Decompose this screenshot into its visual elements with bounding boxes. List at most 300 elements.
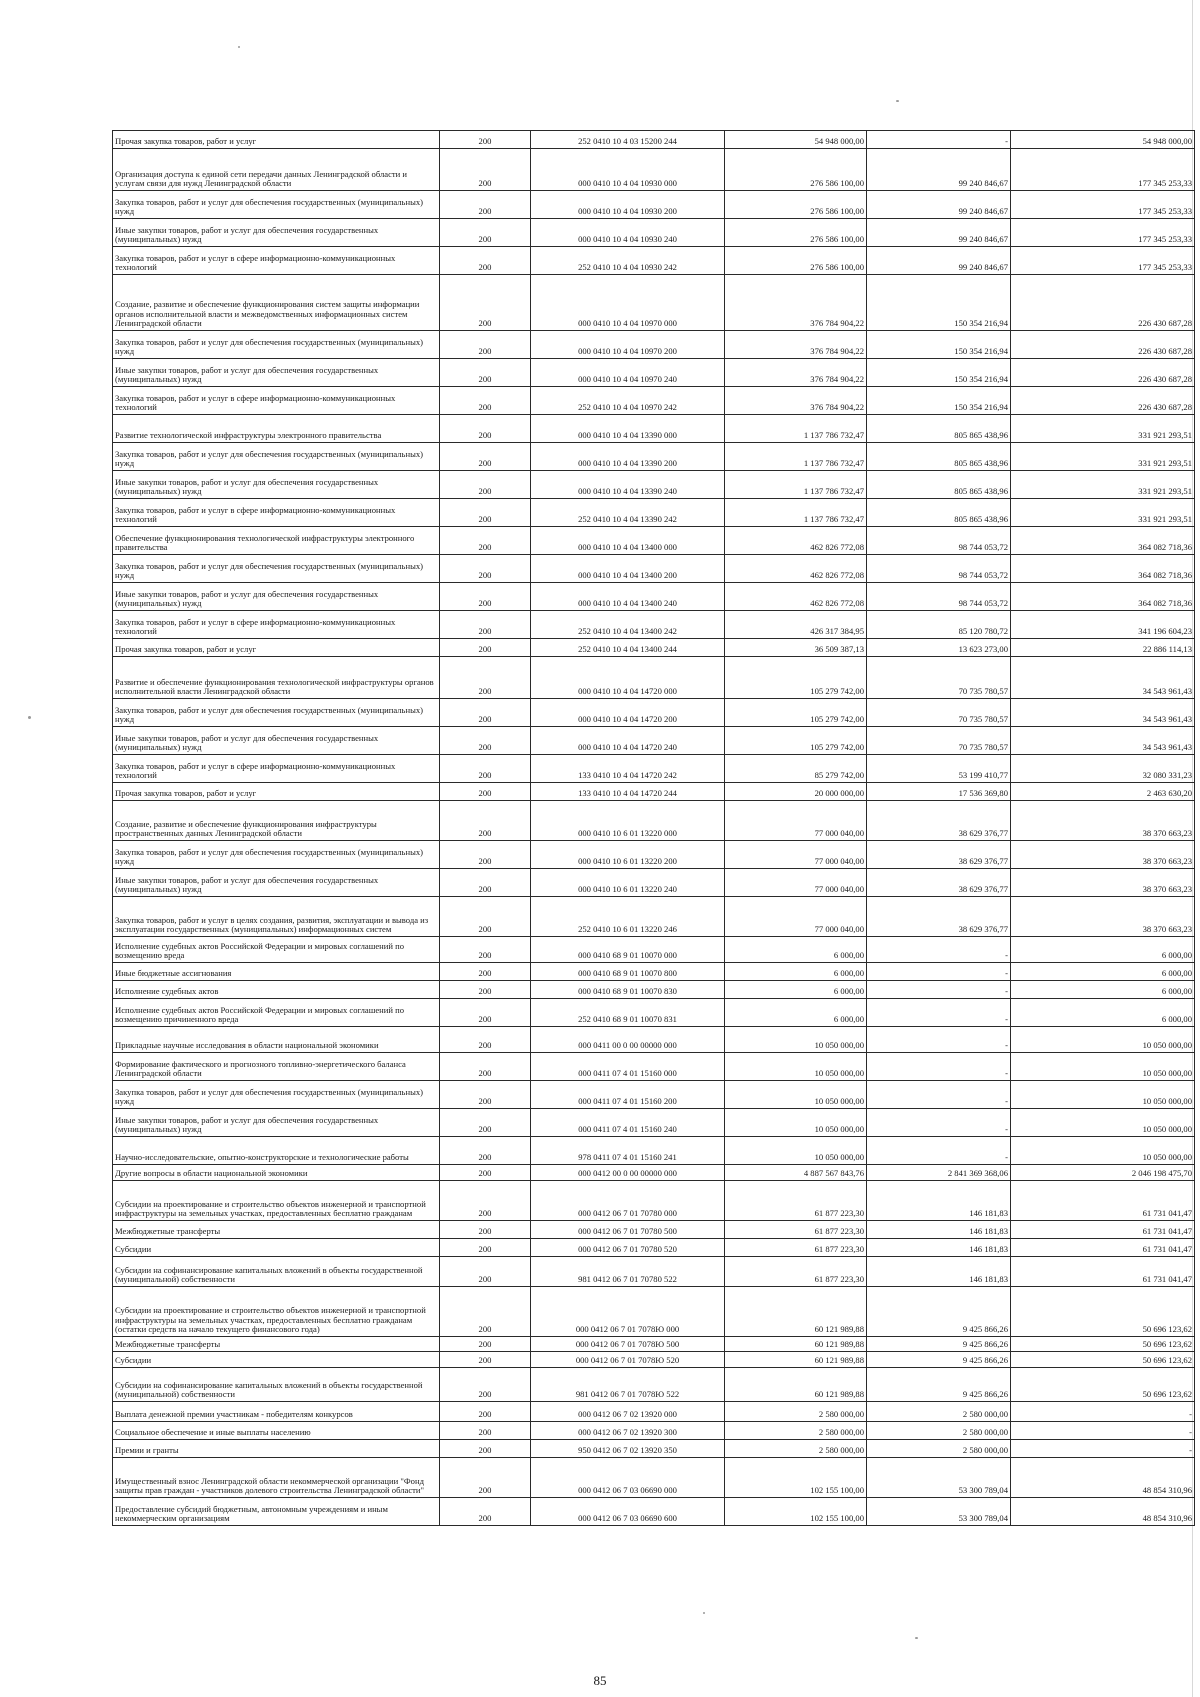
row-budget-code-cell: 000 0410 10 4 04 14720 240	[531, 727, 725, 755]
row-executed-amount-cell: 99 240 846,67	[867, 149, 1011, 191]
row-executed-amount-cell: 53 300 789,04	[867, 1458, 1011, 1498]
row-unexecuted-amount-cell: -	[1011, 1402, 1195, 1422]
row-name-cell: Закупка товаров, работ и услуг в сфере информационно-коммуникационных технологий	[113, 387, 440, 415]
row-line-code-cell: 200	[440, 131, 531, 149]
row-approved-amount-cell: 1 137 786 732,47	[725, 499, 867, 527]
scan-speck	[238, 46, 240, 48]
row-line-code-cell: 200	[440, 331, 531, 359]
table-row	[113, 897, 1195, 937]
row-unexecuted-amount-cell: 54 948 000,00	[1011, 131, 1195, 149]
row-budget-code-cell: 252 0410 10 6 01 13220 246	[531, 897, 725, 937]
table-row	[113, 981, 1195, 999]
row-executed-amount-cell: 38 629 376,77	[867, 841, 1011, 869]
row-executed-amount-cell: 9 425 866,26	[867, 1368, 1011, 1402]
row-approved-amount-cell: 61 877 223,30	[725, 1221, 867, 1239]
row-name-cell: Обеспечение функционирования технологической инфраструктуры электронного правительства	[113, 527, 440, 555]
row-line-code-cell: 200	[440, 1109, 531, 1137]
row-line-code-cell: 200	[440, 755, 531, 783]
row-unexecuted-amount-cell: 10 050 000,00	[1011, 1053, 1195, 1081]
row-budget-code-cell: 000 0412 00 0 00 00000 000	[531, 1165, 725, 1181]
row-executed-amount-cell: 2 580 000,00	[867, 1422, 1011, 1440]
row-executed-amount-cell: 146 181,83	[867, 1239, 1011, 1257]
row-executed-amount-cell: -	[867, 981, 1011, 999]
row-name-cell: Иные закупки товаров, работ и услуг для обеспечения государственных (муниципальных) нужд	[113, 1109, 440, 1137]
row-budget-code-cell: 252 0410 10 4 04 13400 242	[531, 611, 725, 639]
row-budget-code-cell: 000 0410 10 4 04 13400 200	[531, 555, 725, 583]
row-unexecuted-amount-cell: 6 000,00	[1011, 963, 1195, 981]
row-budget-code-cell: 000 0412 06 7 02 13920 000	[531, 1402, 725, 1422]
row-name-cell: Исполнение судебных актов	[113, 981, 440, 999]
row-executed-amount-cell: -	[867, 999, 1011, 1027]
row-approved-amount-cell: 462 826 772,08	[725, 527, 867, 555]
row-executed-amount-cell: 98 744 053,72	[867, 527, 1011, 555]
row-unexecuted-amount-cell: 50 696 123,62	[1011, 1287, 1195, 1337]
row-approved-amount-cell: 2 580 000,00	[725, 1422, 867, 1440]
row-approved-amount-cell: 102 155 100,00	[725, 1458, 867, 1498]
row-approved-amount-cell: 2 580 000,00	[725, 1402, 867, 1422]
row-budget-code-cell: 000 0410 10 4 04 10930 240	[531, 219, 725, 247]
row-unexecuted-amount-cell: 6 000,00	[1011, 937, 1195, 963]
row-unexecuted-amount-cell: 177 345 253,33	[1011, 247, 1195, 275]
row-unexecuted-amount-cell: 61 731 041,47	[1011, 1181, 1195, 1221]
row-unexecuted-amount-cell: 38 370 663,23	[1011, 897, 1195, 937]
row-unexecuted-amount-cell: 10 050 000,00	[1011, 1109, 1195, 1137]
row-budget-code-cell: 000 0411 07 4 01 15160 200	[531, 1081, 725, 1109]
row-name-cell: Социальное обеспечение и иные выплаты населению	[113, 1422, 440, 1440]
row-budget-code-cell: 981 0412 06 7 01 7078Ю 522	[531, 1368, 725, 1402]
table-row	[113, 359, 1195, 387]
table-row	[113, 1081, 1195, 1109]
table-row	[113, 1165, 1195, 1181]
row-line-code-cell: 200	[440, 149, 531, 191]
row-executed-amount-cell: -	[867, 963, 1011, 981]
row-line-code-cell: 200	[440, 247, 531, 275]
row-unexecuted-amount-cell: 61 731 041,47	[1011, 1257, 1195, 1287]
row-executed-amount-cell: 99 240 846,67	[867, 247, 1011, 275]
row-line-code-cell: 200	[440, 275, 531, 331]
row-executed-amount-cell: 146 181,83	[867, 1221, 1011, 1239]
row-name-cell: Исполнение судебных актов Российской Федерации и мировых соглашений по возмещению вреда	[113, 937, 440, 963]
row-line-code-cell: 200	[440, 1337, 531, 1352]
row-name-cell: Премии и гранты	[113, 1440, 440, 1458]
row-unexecuted-amount-cell: 6 000,00	[1011, 999, 1195, 1027]
row-budget-code-cell: 000 0410 10 4 04 13390 200	[531, 443, 725, 471]
row-approved-amount-cell: 1 137 786 732,47	[725, 415, 867, 443]
row-unexecuted-amount-cell: 226 430 687,28	[1011, 275, 1195, 331]
scan-speck	[28, 716, 31, 719]
row-executed-amount-cell: 2 580 000,00	[867, 1402, 1011, 1422]
table-row	[113, 131, 1195, 149]
row-executed-amount-cell: 53 300 789,04	[867, 1498, 1011, 1526]
row-approved-amount-cell: 105 279 742,00	[725, 699, 867, 727]
row-unexecuted-amount-cell: -	[1011, 1422, 1195, 1440]
row-unexecuted-amount-cell: 10 050 000,00	[1011, 1137, 1195, 1165]
row-name-cell: Иные закупки товаров, работ и услуг для обеспечения государственных (муниципальных) нужд	[113, 727, 440, 755]
table-row	[113, 555, 1195, 583]
row-executed-amount-cell: 17 536 369,80	[867, 783, 1011, 801]
row-budget-code-cell: 000 0412 06 7 01 7078Ю 000	[531, 1287, 725, 1337]
row-unexecuted-amount-cell: 226 430 687,28	[1011, 359, 1195, 387]
row-approved-amount-cell: 10 050 000,00	[725, 1137, 867, 1165]
table-row	[113, 443, 1195, 471]
row-executed-amount-cell: -	[867, 1137, 1011, 1165]
row-executed-amount-cell: 85 120 780,72	[867, 611, 1011, 639]
row-line-code-cell: 200	[440, 657, 531, 699]
row-name-cell: Иные закупки товаров, работ и услуг для обеспечения государственных (муниципальных) нужд	[113, 359, 440, 387]
table-row	[113, 1287, 1195, 1337]
scan-speck	[896, 100, 899, 102]
row-budget-code-cell: 252 0410 10 4 04 13390 242	[531, 499, 725, 527]
row-name-cell: Прочая закупка товаров, работ и услуг	[113, 783, 440, 801]
table-row	[113, 841, 1195, 869]
row-name-cell: Субсидии на софинансирование капитальных вложений в объекты государственной (муниципальной) собственности	[113, 1257, 440, 1287]
row-approved-amount-cell: 276 586 100,00	[725, 149, 867, 191]
row-name-cell: Закупка товаров, работ и услуг в сфере информационно-коммуникационных технологий	[113, 755, 440, 783]
row-executed-amount-cell: 146 181,83	[867, 1181, 1011, 1221]
row-executed-amount-cell: 53 199 410,77	[867, 755, 1011, 783]
table-row	[113, 387, 1195, 415]
row-approved-amount-cell: 6 000,00	[725, 963, 867, 981]
row-line-code-cell: 200	[440, 359, 531, 387]
row-budget-code-cell: 000 0412 06 7 01 70780 500	[531, 1221, 725, 1239]
row-executed-amount-cell: 70 735 780,57	[867, 699, 1011, 727]
row-budget-code-cell: 000 0410 10 6 01 13220 000	[531, 801, 725, 841]
row-unexecuted-amount-cell: 2 463 630,20	[1011, 783, 1195, 801]
row-name-cell: Прочая закупка товаров, работ и услуг	[113, 131, 440, 149]
row-executed-amount-cell: 2 580 000,00	[867, 1440, 1011, 1458]
row-budget-code-cell: 000 0410 10 4 04 10970 200	[531, 331, 725, 359]
row-approved-amount-cell: 102 155 100,00	[725, 1498, 867, 1526]
table-row	[113, 963, 1195, 981]
row-line-code-cell: 200	[440, 1440, 531, 1458]
row-line-code-cell: 200	[440, 1239, 531, 1257]
row-line-code-cell: 200	[440, 981, 531, 999]
row-executed-amount-cell: 38 629 376,77	[867, 897, 1011, 937]
table-row	[113, 1440, 1195, 1458]
row-approved-amount-cell: 276 586 100,00	[725, 191, 867, 219]
row-approved-amount-cell: 462 826 772,08	[725, 583, 867, 611]
row-unexecuted-amount-cell: 226 430 687,28	[1011, 387, 1195, 415]
row-budget-code-cell: 000 0410 10 4 04 14720 000	[531, 657, 725, 699]
row-line-code-cell: 200	[440, 1221, 531, 1239]
table-row	[113, 1422, 1195, 1440]
row-line-code-cell: 200	[440, 499, 531, 527]
row-approved-amount-cell: 77 000 040,00	[725, 841, 867, 869]
row-name-cell: Закупка товаров, работ и услуг в сфере информационно-коммуникационных технологий	[113, 499, 440, 527]
row-budget-code-cell: 000 0410 10 4 04 13390 240	[531, 471, 725, 499]
row-executed-amount-cell: 38 629 376,77	[867, 869, 1011, 897]
row-executed-amount-cell: 9 425 866,26	[867, 1352, 1011, 1368]
row-approved-amount-cell: 60 121 989,88	[725, 1287, 867, 1337]
row-line-code-cell: 200	[440, 415, 531, 443]
row-line-code-cell: 200	[440, 1402, 531, 1422]
row-approved-amount-cell: 376 784 904,22	[725, 275, 867, 331]
row-unexecuted-amount-cell: 50 696 123,62	[1011, 1368, 1195, 1402]
row-name-cell: Субсидии	[113, 1239, 440, 1257]
table-row	[113, 1498, 1195, 1526]
budget-execution-table	[112, 130, 1195, 1526]
row-name-cell: Иные закупки товаров, работ и услуг для обеспечения государственных (муниципальных) нужд	[113, 869, 440, 897]
row-line-code-cell: 200	[440, 963, 531, 981]
row-approved-amount-cell: 276 586 100,00	[725, 247, 867, 275]
row-unexecuted-amount-cell: 177 345 253,33	[1011, 149, 1195, 191]
row-approved-amount-cell: 36 509 387,13	[725, 639, 867, 657]
row-unexecuted-amount-cell: 61 731 041,47	[1011, 1221, 1195, 1239]
row-budget-code-cell: 000 0412 06 7 03 06690 000	[531, 1458, 725, 1498]
table-row	[113, 527, 1195, 555]
row-executed-amount-cell: -	[867, 1081, 1011, 1109]
row-unexecuted-amount-cell: 177 345 253,33	[1011, 219, 1195, 247]
table-row	[113, 1027, 1195, 1053]
row-unexecuted-amount-cell: 331 921 293,51	[1011, 443, 1195, 471]
table-row	[113, 699, 1195, 727]
row-line-code-cell: 200	[440, 841, 531, 869]
row-approved-amount-cell: 61 877 223,30	[725, 1181, 867, 1221]
row-unexecuted-amount-cell: 10 050 000,00	[1011, 1081, 1195, 1109]
row-name-cell: Выплата денежной премии участникам - победителям конкурсов	[113, 1402, 440, 1422]
table-row	[113, 247, 1195, 275]
table-row	[113, 499, 1195, 527]
row-budget-code-cell: 000 0410 10 6 01 13220 240	[531, 869, 725, 897]
scan-speck	[703, 1612, 705, 1614]
row-unexecuted-amount-cell: 6 000,00	[1011, 981, 1195, 999]
row-budget-code-cell: 000 0411 07 4 01 15160 240	[531, 1109, 725, 1137]
row-executed-amount-cell: 13 623 273,00	[867, 639, 1011, 657]
row-name-cell: Субсидии на проектирование и строительство объектов инженерной и транспортной инфраструктуры на земельных участках, предоставленных бесплатно гражданам	[113, 1181, 440, 1221]
table-row	[113, 937, 1195, 963]
row-unexecuted-amount-cell: 331 921 293,51	[1011, 471, 1195, 499]
row-unexecuted-amount-cell: 38 370 663,23	[1011, 869, 1195, 897]
row-budget-code-cell: 252 0410 10 4 04 10970 242	[531, 387, 725, 415]
table-row	[113, 1053, 1195, 1081]
row-name-cell: Закупка товаров, работ и услуг в сфере информационно-коммуникационных технологий	[113, 247, 440, 275]
row-approved-amount-cell: 85 279 742,00	[725, 755, 867, 783]
row-approved-amount-cell: 60 121 989,88	[725, 1368, 867, 1402]
row-executed-amount-cell: 805 865 438,96	[867, 415, 1011, 443]
row-line-code-cell: 200	[440, 1165, 531, 1181]
table-row	[113, 1368, 1195, 1402]
table-row	[113, 331, 1195, 359]
row-approved-amount-cell: 10 050 000,00	[725, 1027, 867, 1053]
page-number: 85	[593, 1673, 607, 1688]
table-row	[113, 639, 1195, 657]
row-executed-amount-cell: 9 425 866,26	[867, 1287, 1011, 1337]
table-row	[113, 657, 1195, 699]
row-unexecuted-amount-cell: 38 370 663,23	[1011, 801, 1195, 841]
row-executed-amount-cell: 150 354 216,94	[867, 387, 1011, 415]
row-name-cell: Прочая закупка товаров, работ и услуг	[113, 639, 440, 657]
row-line-code-cell: 200	[440, 583, 531, 611]
row-unexecuted-amount-cell: -	[1011, 1440, 1195, 1458]
row-name-cell: Организация доступа к единой сети передачи данных Ленинградской области и услугам связи для нужд Ленинградской области	[113, 149, 440, 191]
row-approved-amount-cell: 77 000 040,00	[725, 897, 867, 937]
row-budget-code-cell: 000 0410 10 4 04 10970 000	[531, 275, 725, 331]
row-line-code-cell: 200	[440, 555, 531, 583]
row-budget-code-cell: 950 0412 06 7 02 13920 350	[531, 1440, 725, 1458]
row-approved-amount-cell: 1 137 786 732,47	[725, 471, 867, 499]
row-budget-code-cell: 000 0410 10 4 04 13390 000	[531, 415, 725, 443]
row-line-code-cell: 200	[440, 387, 531, 415]
row-approved-amount-cell: 20 000 000,00	[725, 783, 867, 801]
row-executed-amount-cell: 805 865 438,96	[867, 443, 1011, 471]
row-line-code-cell: 200	[440, 897, 531, 937]
row-executed-amount-cell: 98 744 053,72	[867, 555, 1011, 583]
table-row	[113, 1352, 1195, 1368]
row-name-cell: Субсидии	[113, 1352, 440, 1368]
row-line-code-cell: 200	[440, 999, 531, 1027]
row-name-cell: Имущественный взнос Ленинградской области некоммерческой организации "Фонд защиты прав граждан - участников долевого строительства Ленинградской области"	[113, 1458, 440, 1498]
row-budget-code-cell: 252 0410 10 4 03 15200 244	[531, 131, 725, 149]
table-row	[113, 611, 1195, 639]
row-line-code-cell: 200	[440, 1498, 531, 1526]
table-body	[113, 131, 1195, 1526]
row-unexecuted-amount-cell: 32 080 331,23	[1011, 755, 1195, 783]
row-budget-code-cell: 978 0411 07 4 01 15160 241	[531, 1137, 725, 1165]
row-line-code-cell: 200	[440, 699, 531, 727]
row-name-cell: Закупка товаров, работ и услуг для обеспечения государственных (муниципальных) нужд	[113, 191, 440, 219]
row-executed-amount-cell: 146 181,83	[867, 1257, 1011, 1287]
row-executed-amount-cell: 150 354 216,94	[867, 331, 1011, 359]
row-budget-code-cell: 000 0410 10 4 04 10930 200	[531, 191, 725, 219]
row-line-code-cell: 200	[440, 1368, 531, 1402]
row-name-cell: Закупка товаров, работ и услуг для обеспечения государственных (муниципальных) нужд	[113, 555, 440, 583]
row-unexecuted-amount-cell: 341 196 604,23	[1011, 611, 1195, 639]
row-approved-amount-cell: 2 580 000,00	[725, 1440, 867, 1458]
row-budget-code-cell: 252 0410 68 9 01 10070 831	[531, 999, 725, 1027]
row-line-code-cell: 200	[440, 1027, 531, 1053]
row-executed-amount-cell: 38 629 376,77	[867, 801, 1011, 841]
row-line-code-cell: 200	[440, 727, 531, 755]
row-budget-code-cell: 252 0410 10 4 04 13400 244	[531, 639, 725, 657]
row-line-code-cell: 200	[440, 219, 531, 247]
row-budget-code-cell: 000 0412 06 7 01 70780 000	[531, 1181, 725, 1221]
table-row	[113, 869, 1195, 897]
row-name-cell: Субсидии на проектирование и строительство объектов инженерной и транспортной инфраструктуры на земельных участках, предоставленных бесплатно гражданам (остатки средств на начало текущего финансового года)	[113, 1287, 440, 1337]
row-approved-amount-cell: 10 050 000,00	[725, 1109, 867, 1137]
row-approved-amount-cell: 6 000,00	[725, 981, 867, 999]
row-unexecuted-amount-cell: 177 345 253,33	[1011, 191, 1195, 219]
row-line-code-cell: 200	[440, 471, 531, 499]
row-name-cell: Закупка товаров, работ и услуг для обеспечения государственных (муниципальных) нужд	[113, 1081, 440, 1109]
table-row	[113, 783, 1195, 801]
row-executed-amount-cell: -	[867, 1027, 1011, 1053]
row-line-code-cell: 200	[440, 611, 531, 639]
table-row	[113, 999, 1195, 1027]
row-line-code-cell: 200	[440, 869, 531, 897]
row-budget-code-cell: 000 0411 00 0 00 00000 000	[531, 1027, 725, 1053]
row-approved-amount-cell: 61 877 223,30	[725, 1257, 867, 1287]
row-name-cell: Иные закупки товаров, работ и услуг для обеспечения государственных (муниципальных) нужд	[113, 583, 440, 611]
row-approved-amount-cell: 77 000 040,00	[725, 869, 867, 897]
row-budget-code-cell: 133 0410 10 4 04 14720 244	[531, 783, 725, 801]
row-unexecuted-amount-cell: 50 696 123,62	[1011, 1337, 1195, 1352]
table-row	[113, 727, 1195, 755]
row-name-cell: Межбюджетные трансферты	[113, 1337, 440, 1352]
row-name-cell: Иные закупки товаров, работ и услуг для обеспечения государственных (муниципальных) нужд	[113, 471, 440, 499]
row-line-code-cell: 200	[440, 1287, 531, 1337]
row-name-cell: Создание, развитие и обеспечение функционирования систем защиты информации органов исполнительной власти и межведомственных информационных систем Ленинградской области	[113, 275, 440, 331]
row-executed-amount-cell: -	[867, 937, 1011, 963]
table-row	[113, 149, 1195, 191]
row-line-code-cell: 200	[440, 1053, 531, 1081]
table-row	[113, 1221, 1195, 1239]
row-approved-amount-cell: 6 000,00	[725, 937, 867, 963]
row-executed-amount-cell: -	[867, 1053, 1011, 1081]
row-name-cell: Закупка товаров, работ и услуг для обеспечения государственных (муниципальных) нужд	[113, 841, 440, 869]
row-approved-amount-cell: 426 317 384,95	[725, 611, 867, 639]
row-unexecuted-amount-cell: 364 082 718,36	[1011, 527, 1195, 555]
row-unexecuted-amount-cell: 22 886 114,13	[1011, 639, 1195, 657]
row-unexecuted-amount-cell: 48 854 310,96	[1011, 1498, 1195, 1526]
row-line-code-cell: 200	[440, 1137, 531, 1165]
row-executed-amount-cell: 70 735 780,57	[867, 727, 1011, 755]
row-executed-amount-cell: 98 744 053,72	[867, 583, 1011, 611]
row-approved-amount-cell: 60 121 989,88	[725, 1337, 867, 1352]
row-approved-amount-cell: 376 784 904,22	[725, 359, 867, 387]
row-unexecuted-amount-cell: 50 696 123,62	[1011, 1352, 1195, 1368]
row-name-cell: Создание, развитие и обеспечение функционирования инфраструктуры пространственных данных Ленинградской области	[113, 801, 440, 841]
row-executed-amount-cell: 805 865 438,96	[867, 471, 1011, 499]
row-name-cell: Закупка товаров, работ и услуг для обеспечения государственных (муниципальных) нужд	[113, 331, 440, 359]
table-row	[113, 1137, 1195, 1165]
table-row	[113, 1458, 1195, 1498]
row-unexecuted-amount-cell: 226 430 687,28	[1011, 331, 1195, 359]
row-approved-amount-cell: 61 877 223,30	[725, 1239, 867, 1257]
row-unexecuted-amount-cell: 364 082 718,36	[1011, 555, 1195, 583]
row-approved-amount-cell: 6 000,00	[725, 999, 867, 1027]
row-unexecuted-amount-cell: 2 046 198 475,70	[1011, 1165, 1195, 1181]
table-row	[113, 415, 1195, 443]
row-budget-code-cell: 000 0412 06 7 01 7078Ю 500	[531, 1337, 725, 1352]
row-budget-code-cell: 981 0412 06 7 01 70780 522	[531, 1257, 725, 1287]
row-approved-amount-cell: 60 121 989,88	[725, 1352, 867, 1368]
row-executed-amount-cell: -	[867, 131, 1011, 149]
row-name-cell: Научно-исследовательские, опытно-конструкторские и технологические работы	[113, 1137, 440, 1165]
row-unexecuted-amount-cell: 364 082 718,36	[1011, 583, 1195, 611]
row-budget-code-cell: 000 0412 06 7 03 06690 600	[531, 1498, 725, 1526]
row-name-cell: Формирование фактического и прогнозного топливно-энергетического баланса Ленинградской области	[113, 1053, 440, 1081]
row-unexecuted-amount-cell: 38 370 663,23	[1011, 841, 1195, 869]
row-budget-code-cell: 000 0410 68 9 01 10070 830	[531, 981, 725, 999]
row-name-cell: Развитие технологической инфраструктуры электронного правительства	[113, 415, 440, 443]
row-name-cell: Другие вопросы в области национальной экономики	[113, 1165, 440, 1181]
row-executed-amount-cell: 99 240 846,67	[867, 219, 1011, 247]
row-line-code-cell: 200	[440, 443, 531, 471]
row-unexecuted-amount-cell: 331 921 293,51	[1011, 415, 1195, 443]
table-row	[113, 1109, 1195, 1137]
row-line-code-cell: 200	[440, 783, 531, 801]
row-name-cell: Закупка товаров, работ и услуг для обеспечения государственных (муниципальных) нужд	[113, 443, 440, 471]
table-row	[113, 1181, 1195, 1221]
row-name-cell: Субсидии на софинансирование капитальных вложений в объекты государственной (муниципальной) собственности	[113, 1368, 440, 1402]
row-executed-amount-cell: 99 240 846,67	[867, 191, 1011, 219]
row-budget-code-cell: 252 0410 10 4 04 10930 242	[531, 247, 725, 275]
row-name-cell: Развитие и обеспечение функционирования технологической инфраструктуры органов исполнительной власти Ленинградской области	[113, 657, 440, 699]
row-executed-amount-cell: 150 354 216,94	[867, 275, 1011, 331]
row-budget-code-cell: 133 0410 10 4 04 14720 242	[531, 755, 725, 783]
row-line-code-cell: 200	[440, 1181, 531, 1221]
row-budget-code-cell: 000 0410 10 4 04 13400 240	[531, 583, 725, 611]
table-row	[113, 1402, 1195, 1422]
table-row	[113, 219, 1195, 247]
row-approved-amount-cell: 105 279 742,00	[725, 727, 867, 755]
row-name-cell: Межбюджетные трансферты	[113, 1221, 440, 1239]
row-approved-amount-cell: 10 050 000,00	[725, 1053, 867, 1081]
row-unexecuted-amount-cell: 34 543 961,43	[1011, 657, 1195, 699]
row-approved-amount-cell: 54 948 000,00	[725, 131, 867, 149]
row-line-code-cell: 200	[440, 937, 531, 963]
row-budget-code-cell: 000 0411 07 4 01 15160 000	[531, 1053, 725, 1081]
